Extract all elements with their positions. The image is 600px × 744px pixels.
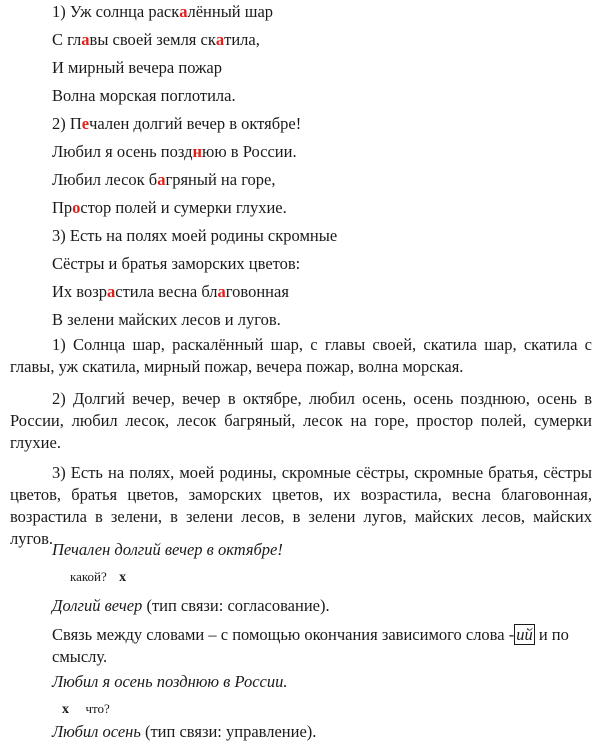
phrases-paragraph-3: 3) Есть на полях, моей родины, скромные сёстры, скромные братья, сёстры цветов, братья цветов, заморских цветов, их возрастила, весна благовонная, возрастила в зелени, в зелени лесов, в зелени лугов, майских лесов, майских лугов. — [10, 463, 592, 548]
poem-line: 2) Печален долгий вечер в октябре! — [52, 114, 302, 133]
ending-box: ий — [516, 625, 533, 644]
question-row-2 — [62, 698, 110, 720]
example-sentence-2: Любил я осень позднюю в России. — [52, 672, 288, 691]
question-label: какой? — [70, 569, 107, 584]
poem-line: 3) Есть на полях моей родины скромные — [52, 226, 338, 245]
phrases-paragraph-1: 1) Солнца шар, раскалённый шар, с главы своей, скатила шар, скатила с главы, уж скатила, мирный пожар, вечера пожар, волна морская. — [10, 335, 592, 376]
question-row-1 — [70, 566, 126, 588]
phrase-pair-2: Любил осень (тип связи: управление). — [52, 722, 317, 741]
question-label: что? — [85, 701, 110, 716]
link-explanation: Связь между словами – с помощью окончания зависимого слова - ий и по смыслу. — [52, 625, 569, 666]
example-sentence-1: Печален долгий вечер в октябре! — [52, 540, 283, 559]
main-word-mark: x — [119, 570, 127, 585]
poem-line: И мирный вечера пожар — [52, 58, 223, 77]
poem-line: Их возрастила весна благовонная — [52, 282, 289, 301]
phrase-pair-1: Долгий вечер (тип связи: согласование). — [52, 596, 330, 615]
poem-line: Простор полей и сумерки глухие. — [52, 198, 287, 217]
poem-line: Волна морская поглотила. — [52, 86, 236, 105]
poem-line: 1) Уж солнца раскалённый шар — [52, 2, 274, 21]
poem-line: Любил лесок багряный на горе, — [52, 170, 276, 189]
phrases-paragraph-2: 2) Долгий вечер, вечер в октябре, любил осень, осень позднюю, осень в России, любил лесок, лесок багряный, лесок на горе, простор полей, сумерки глухие. — [10, 389, 592, 452]
poem-line: В зелени майских лесов и лугов. — [52, 310, 281, 329]
poem-line: Любил я осень позднюю в России. — [52, 142, 297, 161]
poem-line: С главы своей земля скатила, — [52, 30, 260, 49]
main-word-mark: x — [62, 702, 69, 717]
poem-line: Сёстры и братья заморских цветов: — [52, 254, 301, 273]
